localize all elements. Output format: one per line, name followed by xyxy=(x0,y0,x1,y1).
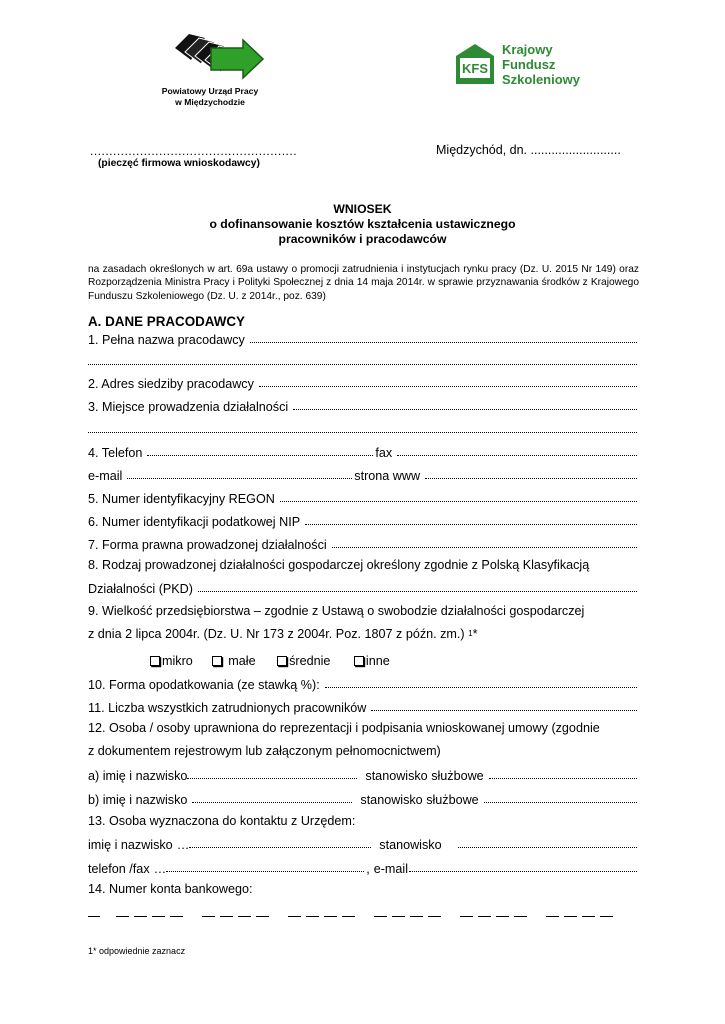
stamp-field[interactable]: ...................................................... xyxy=(90,144,298,158)
stamp-label: (pieczęć firmowa wnioskodawcy) xyxy=(98,158,260,169)
doc-subtitle-line2: pracowników i pracodawców xyxy=(278,232,447,246)
size-options xyxy=(150,654,390,668)
bank-account-label: 14. Numer konta bankowego: xyxy=(88,882,253,896)
full-name-field[interactable] xyxy=(88,329,639,347)
legal-form-field[interactable] xyxy=(88,534,639,552)
email-www-row[interactable] xyxy=(88,465,639,483)
legal-form-label: 7. Forma prawna prowadzonej działalności xyxy=(88,538,327,552)
checkbox-icon[interactable] xyxy=(277,656,287,666)
size-option-label: mikro xyxy=(162,654,193,668)
size-footnote-star: * xyxy=(472,627,478,641)
size-option-label: małe xyxy=(228,654,256,668)
legal-basis: na zasadach określonych w art. 69a ustawy o promocji zatrudnienia i instytucjach rynku pracy (Dz. U. 2015 Nr 149) oraz Rozporządzenia Ministra Pracy i Polityki Społecznej z dnia 14 maja 2014r. w sprawie przyznawania środków z Krajowego Funduszu Szkoleniowego (Dz. U. z 2014r., poz. 639) xyxy=(88,264,639,302)
pkd-field[interactable] xyxy=(88,578,639,596)
footnote: 1* odpowiednie zaznacz xyxy=(88,946,186,956)
employees-label: 11. Liczba wszystkich zatrudnionych pracowników xyxy=(88,701,367,715)
kfs-logo-icon xyxy=(452,42,498,88)
size-label-line2-row xyxy=(88,627,477,641)
tax-form-label: 10. Forma opodatkowania (ze stawką %): xyxy=(88,678,320,692)
full-name-label: 1. Pełna nazwa pracodawcy xyxy=(88,333,245,347)
tax-form-field[interactable] xyxy=(88,674,639,692)
kfs-logo xyxy=(452,42,602,90)
contact-email-label: e-mail xyxy=(373,862,409,876)
size-option-label: inne xyxy=(365,654,390,668)
business-place-continuation[interactable] xyxy=(88,419,639,437)
rep-a-position-label: stanowisko służbowe xyxy=(365,769,484,783)
size-footnote-ref: 1 xyxy=(468,629,473,638)
pkd-label-line1: 8. Rodzaj prowadzonej działalności gospodarczej określony zgodnie z Polską Klasyfikacją xyxy=(88,558,590,572)
size-option-male[interactable] xyxy=(212,654,255,668)
doc-title: WNIOSEK xyxy=(333,202,392,216)
contact-heading: 13. Osoba wyznaczona do kontaktu z Urzędem: xyxy=(88,814,356,828)
document-stack-arrow-icon xyxy=(167,30,267,84)
kfs-logo-abbrev: KFS xyxy=(462,61,488,76)
phone-fax-row[interactable] xyxy=(88,442,639,460)
doc-subtitle-line1: o dofinansowanie kosztów kształcenia ustawicznego xyxy=(209,217,516,231)
business-place-label: 3. Miejsce prowadzenia działalności xyxy=(88,400,289,414)
size-option-mikro[interactable] xyxy=(150,654,193,668)
pkd-label-line2: Działalności (PKD) xyxy=(88,582,193,596)
rep-a-row[interactable] xyxy=(88,765,639,783)
bank-account-field[interactable] xyxy=(88,908,628,922)
email-label: e-mail xyxy=(88,469,123,483)
contact-phone-label: telefon /fax xyxy=(88,862,150,876)
nip-label: 6. Numer identyfikacji podatkowej NIP xyxy=(88,515,301,529)
address-field[interactable] xyxy=(88,373,639,391)
rep-b-position-label: stanowisko służbowe xyxy=(360,793,479,807)
full-name-continuation[interactable] xyxy=(88,351,639,369)
address-label: 2. Adres siedziby pracodawcy xyxy=(88,377,254,391)
representative-label-line2: z dokumentem rejestrowym lub załączonym pełnomocnictwem) xyxy=(88,744,441,758)
checkbox-icon[interactable] xyxy=(212,656,222,666)
fax-label: fax xyxy=(375,446,393,460)
size-option-inne[interactable] xyxy=(354,654,390,668)
business-place-field[interactable] xyxy=(88,396,639,414)
contact-name-row[interactable]: imię i nazwisko … stanowisko xyxy=(88,834,639,852)
website-label: strona www xyxy=(354,469,421,483)
size-option-srednie[interactable] xyxy=(277,654,330,668)
rep-b-row[interactable] xyxy=(88,789,639,807)
office-logo xyxy=(155,30,275,108)
contact-phone-row[interactable]: telefon /fax … , e-mail xyxy=(88,858,639,876)
kfs-name-line1: Krajowy xyxy=(502,42,553,57)
employees-field[interactable] xyxy=(88,697,639,715)
kfs-name-line2: Fundusz xyxy=(502,57,556,72)
representative-label-line1: 12. Osoba / osoby uprawniona do reprezentacji i podpisania wnioskowanej umowy (zgodnie xyxy=(88,721,600,735)
checkbox-icon[interactable] xyxy=(354,656,364,666)
size-option-label: średnie xyxy=(289,654,331,668)
size-label-line1: 9. Wielkość przedsiębiorstwa – zgodnie z Ustawą o swobodzie działalności gospodarczej xyxy=(88,604,585,618)
regon-field[interactable] xyxy=(88,488,639,506)
nip-field[interactable] xyxy=(88,511,639,529)
regon-label: 5. Numer identyfikacyjny REGON xyxy=(88,492,275,506)
office-name-line2: w Międzychodzie xyxy=(175,97,245,107)
kfs-name-line3: Szkoleniowy xyxy=(502,72,581,87)
phone-label: 4. Telefon xyxy=(88,446,143,460)
rep-a-name-label: a) imię i nazwisko xyxy=(88,769,188,783)
rep-b-name-label: b) imię i nazwisko xyxy=(88,793,188,807)
office-name-line1: Powiatowy Urząd Pracy xyxy=(161,86,259,96)
contact-position-label: stanowisko xyxy=(379,838,442,852)
checkbox-icon[interactable] xyxy=(150,656,160,666)
size-label-line2: z dnia 2 lipca 2004r. (Dz. U. Nr 173 z 2004r. Poz. 1807 z późn. zm.) xyxy=(88,627,465,641)
city-date-field[interactable]: Międzychód, dn. .......................... xyxy=(436,143,621,157)
contact-name-label: imię i nazwisko xyxy=(88,838,173,852)
section-heading: A. DANE PRACODAWCY xyxy=(88,314,245,329)
